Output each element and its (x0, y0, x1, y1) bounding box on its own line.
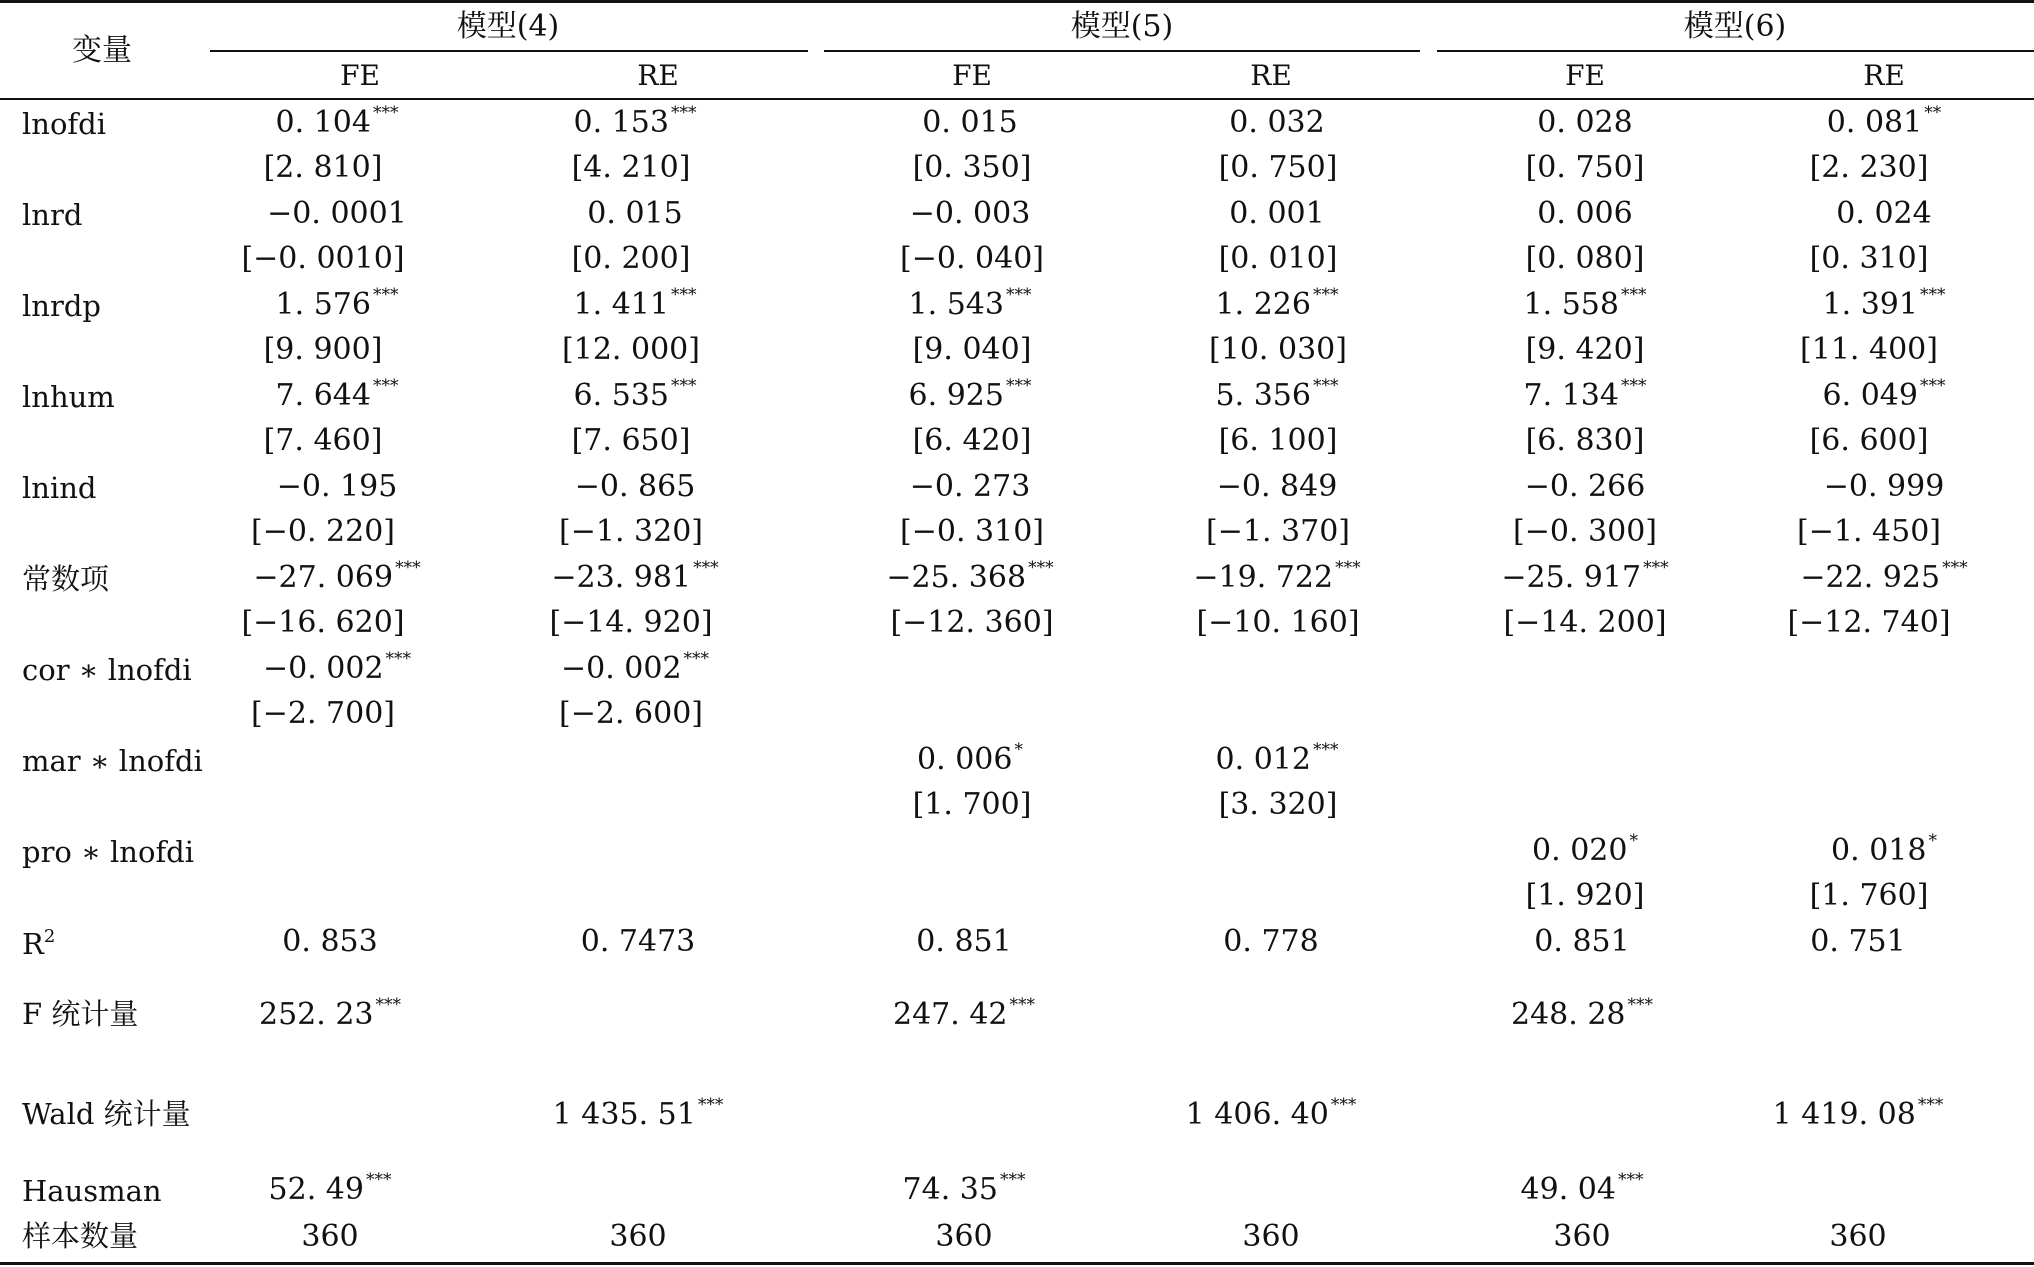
tstat-cell (1525, 878, 1645, 913)
coef-cell (587, 196, 683, 231)
variable-header: 变量 (72, 33, 132, 68)
coef-cell-stars: *** (1028, 558, 1054, 578)
stat-cell (1810, 924, 1906, 959)
tstat-cell-value: [7. 650] (571, 423, 691, 458)
row-label: pro ∗ lnofdi (22, 835, 195, 869)
coef-cell (1537, 196, 1633, 231)
stat-cell-value: 0. 851 (1534, 924, 1630, 959)
coef-cell (574, 469, 696, 504)
stat-cell-stars: *** (365, 1170, 392, 1190)
tstat-cell (890, 605, 1054, 640)
coef-cell-value: 0. 006 (1537, 196, 1633, 231)
tstat-cell (562, 332, 700, 367)
coef-cell-value: 1. 411 (573, 287, 669, 322)
coef-cell (1826, 103, 1942, 140)
coef-cell (1822, 376, 1946, 413)
tstat-cell (559, 696, 703, 731)
tstat-cell-value: [−12. 740] (1787, 605, 1951, 640)
coef-cell-value: 7. 134 (1523, 378, 1619, 413)
coef-cell (1532, 831, 1638, 868)
stat-cell (892, 995, 1036, 1032)
tstat-cell (1525, 423, 1645, 458)
coef-cell-stars: *** (372, 285, 399, 305)
stat-cell-value: 252. 23 (258, 997, 374, 1032)
stat-cell-value: 1 435. 51 (552, 1097, 696, 1132)
coef-cell (573, 103, 697, 140)
coef-cell (917, 740, 1023, 777)
tstat-cell (241, 605, 405, 640)
coef-cell (1524, 469, 1646, 504)
coef-cell-value: −0. 195 (276, 469, 398, 504)
stat-cell (282, 924, 378, 959)
group-rule-4 (210, 50, 808, 52)
tstat-cell (549, 605, 713, 640)
tstat-cell-value: [6. 830] (1525, 423, 1645, 458)
coef-cell (267, 196, 407, 231)
coef-cell-value: 0. 006 (917, 742, 1013, 777)
coef-cell-value: 1. 576 (275, 287, 371, 322)
coef-cell-value: −0. 273 (909, 469, 1031, 504)
tstat-cell-value: [9. 040] (912, 332, 1032, 367)
tstat-cell (1218, 787, 1338, 822)
tstat-cell-value: [−16. 620] (241, 605, 405, 640)
stat-cell-stars: *** (1627, 995, 1654, 1015)
coef-cell-stars: *** (693, 558, 719, 578)
coef-cell (1215, 285, 1339, 322)
tstat-cell (912, 332, 1032, 367)
tstat-cell (1809, 423, 1929, 458)
tstat-cell-value: [0. 750] (1218, 150, 1338, 185)
coef-cell-stars: *** (1312, 376, 1339, 396)
coef-cell-stars: *** (1335, 558, 1361, 578)
coef-cell-value: 6. 535 (573, 378, 669, 413)
tstat-cell-value: [−10. 160] (1196, 605, 1360, 640)
coef-cell (908, 376, 1032, 413)
coef-cell-value: 0. 024 (1836, 196, 1932, 231)
coef-cell (275, 376, 399, 413)
coef-cell (1831, 831, 1937, 868)
coef-cell (1229, 105, 1325, 140)
tstat-cell (571, 423, 691, 458)
coef-cell-value: 6. 049 (1822, 378, 1918, 413)
tstat-cell-value: [0. 200] (571, 241, 691, 276)
tstat-cell (1525, 332, 1645, 367)
coef-cell (275, 285, 399, 322)
tstat-cell-value: [0. 750] (1525, 150, 1645, 185)
stat-cell-value: 52. 49 (268, 1172, 364, 1207)
coef-cell-stars: *** (1312, 740, 1339, 760)
coef-cell-value: −0. 849 (1216, 469, 1338, 504)
row-label: lnind (22, 471, 97, 505)
tstat-cell-value: [6. 420] (912, 423, 1032, 458)
coef-cell (1823, 469, 1945, 504)
tstat-cell-value: [−1. 450] (1797, 514, 1941, 549)
stat-cell (1242, 1219, 1300, 1254)
stat-cell-value: 49. 04 (1520, 1172, 1616, 1207)
stat-cell-stars: *** (1330, 1095, 1357, 1115)
tstat-cell-value: [−14. 920] (549, 605, 713, 640)
subheader-fe-6: FE (1565, 59, 1605, 92)
stat-cell (1553, 1219, 1611, 1254)
tstat-cell-value: [9. 420] (1525, 332, 1645, 367)
tstat-cell-value: [6. 100] (1218, 423, 1338, 458)
group-rule-6 (1437, 50, 2034, 52)
coef-cell-stars: *** (1620, 285, 1647, 305)
coef-cell (1501, 558, 1669, 595)
tstat-cell (912, 423, 1032, 458)
stat-cell-stars: *** (375, 995, 402, 1015)
row-label: lnrdp (22, 289, 101, 323)
coef-cell-value: 0. 081 (1826, 105, 1923, 140)
stat-cell (902, 1170, 1026, 1207)
subheader-re-5: RE (1250, 59, 1292, 92)
stat-cell-value: 248. 28 (1510, 997, 1626, 1032)
coef-cell-stars: *** (670, 376, 697, 396)
stat-cell-value: 1 419. 08 (1772, 1097, 1916, 1132)
stat-cell-value: 360 (1242, 1219, 1300, 1254)
coef-cell (1523, 285, 1647, 322)
stat-cell-value: 360 (1829, 1219, 1887, 1254)
stat-cell-value: 360 (1553, 1219, 1611, 1254)
subheader-fe-4: FE (340, 59, 380, 92)
tstat-cell (251, 514, 395, 549)
stat-label: Wald 统计量 (22, 1097, 191, 1131)
coef-cell-stars: * (1629, 831, 1638, 851)
tstat-cell-value: [11. 400] (1800, 332, 1938, 367)
stat-cell (1829, 1219, 1887, 1254)
stat-cell (552, 1095, 724, 1132)
tstat-cell (1218, 241, 1338, 276)
tstat-cell-value: [−0. 310] (900, 514, 1044, 549)
coef-cell-value: 1. 391 (1822, 287, 1918, 322)
coef-cell (276, 469, 398, 504)
coef-cell (1822, 285, 1946, 322)
coef-cell-stars: *** (1005, 285, 1032, 305)
coef-cell-value: 1. 543 (908, 287, 1004, 322)
coef-cell (909, 196, 1031, 231)
coef-cell-value: −0. 003 (909, 196, 1031, 231)
tstat-cell (571, 150, 691, 185)
coef-cell (1537, 105, 1633, 140)
tstat-cell (1218, 423, 1338, 458)
coef-cell-stars: *** (1620, 376, 1647, 396)
tstat-cell-value: [9. 900] (263, 332, 383, 367)
bottom-rule (0, 1262, 2034, 1265)
stat-cell-stars: *** (1917, 1095, 1944, 1115)
coef-cell-value: 6. 925 (908, 378, 1004, 413)
coef-cell (551, 558, 719, 595)
coef-cell-value: −0. 002 (262, 651, 384, 686)
stat-label: F 统计量 (22, 997, 139, 1031)
tstat-cell (559, 514, 703, 549)
top-rule (0, 0, 2034, 3)
group-header-4: 模型(4) (456, 9, 560, 44)
tstat-cell (263, 150, 383, 185)
tstat-cell (1787, 605, 1951, 640)
tstat-cell (1809, 878, 1929, 913)
coef-cell (1216, 469, 1338, 504)
stat-cell-value: 0. 778 (1223, 924, 1319, 959)
stat-label-sup: 2 (43, 926, 56, 947)
coef-cell-stars: *** (1005, 376, 1032, 396)
row-label: 常数项 (22, 562, 110, 596)
stat-cell (1185, 1095, 1357, 1132)
tstat-cell-value: [0. 080] (1525, 241, 1645, 276)
coef-cell-value: 0. 153 (573, 105, 669, 140)
coef-cell-value: 5. 356 (1215, 378, 1311, 413)
tstat-cell-value: [−0. 0010] (241, 241, 405, 276)
stat-cell-stars: *** (999, 1170, 1026, 1190)
coef-cell-value: 0. 028 (1537, 105, 1633, 140)
stat-cell-value: 74. 35 (902, 1172, 998, 1207)
coef-cell-value: 0. 012 (1215, 742, 1311, 777)
tstat-cell-value: [−0. 220] (251, 514, 395, 549)
coef-cell-value: 1. 226 (1215, 287, 1311, 322)
tstat-cell (912, 150, 1032, 185)
coef-cell (1800, 558, 1968, 595)
tstat-cell (912, 787, 1032, 822)
stat-cell-value: 360 (609, 1219, 667, 1254)
coef-cell-stars: *** (1942, 558, 1968, 578)
coef-cell-value: −25. 917 (1501, 560, 1642, 595)
coef-cell-stars: *** (1312, 285, 1339, 305)
tstat-cell-value: [−14. 200] (1503, 605, 1667, 640)
stat-label: Hausman (22, 1174, 162, 1208)
row-label: lnofdi (22, 107, 106, 141)
coef-cell-stars: *** (385, 649, 412, 669)
stat-cell-value: 0. 853 (282, 924, 378, 959)
stat-cell-value: 0. 851 (916, 924, 1012, 959)
stat-cell (609, 1219, 667, 1254)
stat-cell (258, 995, 402, 1032)
tstat-cell-value: [7. 460] (263, 423, 383, 458)
coef-cell (886, 558, 1054, 595)
tstat-cell-value: [−0. 040] (900, 241, 1044, 276)
coef-cell (573, 285, 697, 322)
coef-cell-value: −0. 865 (574, 469, 696, 504)
coef-cell-stars: *** (372, 103, 399, 123)
coef-cell (1193, 558, 1361, 595)
stat-cell (935, 1219, 993, 1254)
coef-cell-stars: *** (372, 376, 399, 396)
stat-cell (916, 924, 1012, 959)
coef-cell-stars: *** (670, 285, 697, 305)
tstat-cell (1513, 514, 1657, 549)
coef-cell-stars: *** (1643, 558, 1669, 578)
tstat-cell-value: [6. 600] (1809, 423, 1929, 458)
subheader-re-4: RE (637, 59, 679, 92)
row-label: lnhum (22, 380, 115, 414)
tstat-cell-value: [2. 810] (263, 150, 383, 185)
coef-cell (560, 649, 710, 686)
stat-cell-value: 360 (301, 1219, 359, 1254)
stat-cell (268, 1170, 392, 1207)
coef-cell (1215, 740, 1339, 777)
coef-cell (253, 558, 421, 595)
coef-cell-value: 0. 032 (1229, 105, 1325, 140)
tstat-cell (1209, 332, 1347, 367)
stat-cell (580, 924, 696, 959)
stat-cell-value: 247. 42 (892, 997, 1008, 1032)
header-rule (0, 98, 2034, 100)
tstat-cell-value: [0. 350] (912, 150, 1032, 185)
coef-cell-stars: * (1014, 740, 1023, 760)
tstat-cell-value: [1. 700] (912, 787, 1032, 822)
stat-label: $R^2$ (22, 926, 56, 961)
stat-cell-value: 0. 7473 (580, 924, 696, 959)
stat-cell (301, 1219, 359, 1254)
tstat-cell-value: [−2. 600] (559, 696, 703, 731)
tstat-cell (1206, 514, 1350, 549)
coef-cell (908, 285, 1032, 322)
stat-cell (1510, 995, 1654, 1032)
stat-cell (1520, 1170, 1644, 1207)
tstat-cell (1218, 150, 1338, 185)
tstat-cell-value: [2. 230] (1809, 150, 1929, 185)
tstat-cell-value: [10. 030] (1209, 332, 1347, 367)
coef-cell-stars: *** (395, 558, 421, 578)
group-header-5: 模型(5) (1070, 9, 1174, 44)
coef-cell-value: −19. 722 (1193, 560, 1334, 595)
tstat-cell-value: [−2. 700] (251, 696, 395, 731)
coef-cell (1836, 196, 1932, 231)
tstat-cell-value: [−12. 360] (890, 605, 1054, 640)
stat-cell (1223, 924, 1319, 959)
stat-cell (1534, 924, 1630, 959)
tstat-cell-value: [0. 010] (1218, 241, 1338, 276)
coef-cell-stars: ** (1924, 103, 1942, 123)
coef-cell-value: 1. 558 (1523, 287, 1619, 322)
row-label: lnrd (22, 198, 83, 232)
tstat-cell-value: [3. 320] (1218, 787, 1338, 822)
tstat-cell (263, 423, 383, 458)
row-label: cor ∗ lnofdi (22, 653, 192, 687)
tstat-cell (251, 696, 395, 731)
coef-cell (275, 103, 399, 140)
coef-cell-stars: *** (1919, 376, 1946, 396)
tstat-cell (1525, 150, 1645, 185)
coef-cell-value: 0. 020 (1532, 833, 1628, 868)
tstat-cell-value: [1. 920] (1525, 878, 1645, 913)
stat-cell-stars: *** (1617, 1170, 1644, 1190)
coef-cell-stars: * (1928, 831, 1937, 851)
row-label: mar ∗ lnofdi (22, 744, 203, 778)
tstat-cell-value: [−0. 300] (1513, 514, 1657, 549)
stat-cell-value: 1 406. 40 (1185, 1097, 1329, 1132)
stat-cell (1772, 1095, 1944, 1132)
tstat-cell (1503, 605, 1667, 640)
tstat-cell (1196, 605, 1360, 640)
coef-cell (922, 105, 1018, 140)
coef-cell-value: −0. 999 (1823, 469, 1945, 504)
coef-cell-value: −0. 266 (1524, 469, 1646, 504)
stat-label: 样本数量 (22, 1219, 139, 1253)
coef-cell-value: −22. 925 (1800, 560, 1941, 595)
coef-cell-stars: *** (683, 649, 710, 669)
coef-cell-value: −0. 002 (560, 651, 682, 686)
coef-cell-value: 0. 104 (275, 105, 371, 140)
coef-cell (1523, 376, 1647, 413)
coef-cell-stars: *** (1919, 285, 1946, 305)
group-rule-5 (824, 50, 1420, 52)
tstat-cell-value: [−1. 370] (1206, 514, 1350, 549)
tstat-cell (263, 332, 383, 367)
coef-cell (1215, 376, 1339, 413)
tstat-cell-value: [1. 760] (1809, 878, 1929, 913)
tstat-cell (1800, 332, 1938, 367)
tstat-cell-value: [4. 210] (571, 150, 691, 185)
tstat-cell-value: [0. 310] (1809, 241, 1929, 276)
coef-cell-value: 0. 015 (587, 196, 683, 231)
stat-cell-stars: *** (697, 1095, 724, 1115)
coef-cell (1229, 196, 1325, 231)
group-header-6: 模型(6) (1683, 9, 1787, 44)
coef-cell-value: 0. 015 (922, 105, 1018, 140)
stat-cell-value: 0. 751 (1810, 924, 1906, 959)
tstat-cell (241, 241, 405, 276)
tstat-cell (1809, 150, 1929, 185)
coef-cell-value: −27. 069 (253, 560, 394, 595)
coef-cell-value: 7. 644 (275, 378, 371, 413)
tstat-cell (1525, 241, 1645, 276)
tstat-cell (900, 514, 1044, 549)
coef-cell-stars: *** (670, 103, 697, 123)
coef-cell-value: 0. 001 (1229, 196, 1325, 231)
tstat-cell (571, 241, 691, 276)
coef-cell (573, 376, 697, 413)
tstat-cell-value: [12. 000] (562, 332, 700, 367)
stat-cell-value: 360 (935, 1219, 993, 1254)
coef-cell-value: 0. 018 (1831, 833, 1927, 868)
coef-cell-value: −23. 981 (551, 560, 692, 595)
coef-cell (262, 649, 412, 686)
tstat-cell-value: [−1. 320] (559, 514, 703, 549)
tstat-cell (1809, 241, 1929, 276)
tstat-cell (1797, 514, 1941, 549)
subheader-re-6: RE (1863, 59, 1905, 92)
stat-cell-stars: *** (1009, 995, 1036, 1015)
coef-cell (909, 469, 1031, 504)
coef-cell-value: −0. 0001 (267, 196, 407, 231)
coef-cell-value: −25. 368 (886, 560, 1027, 595)
tstat-cell (900, 241, 1044, 276)
subheader-fe-5: FE (952, 59, 992, 92)
